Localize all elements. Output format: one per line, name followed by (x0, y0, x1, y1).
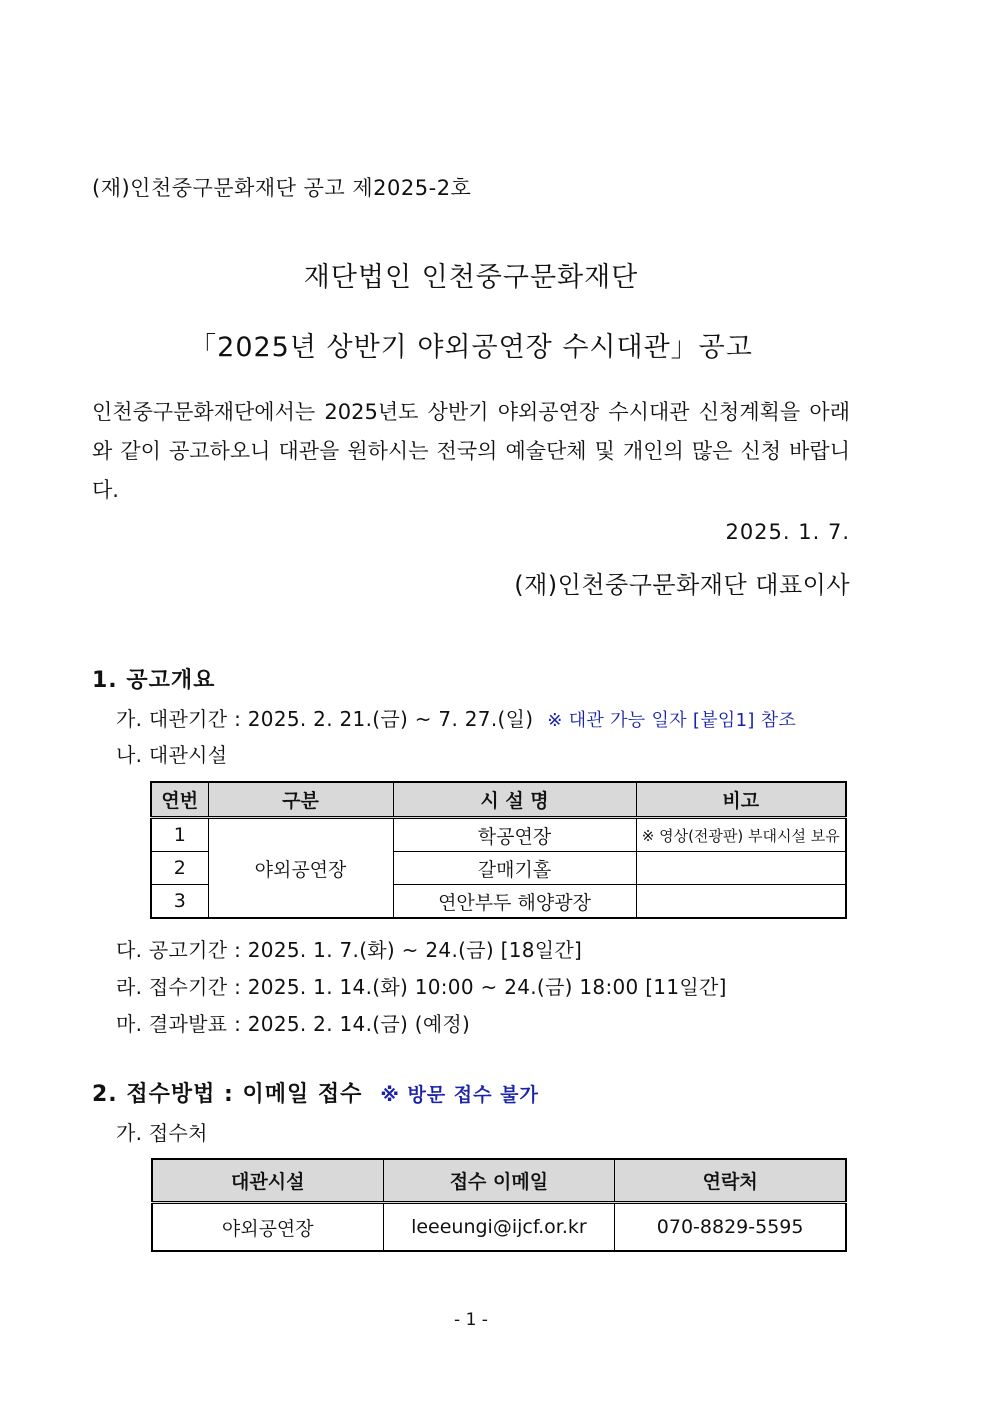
contact-table-header (152, 1159, 846, 1203)
section-1-heading: 1. 공고개요 (92, 668, 216, 693)
row-remark: ※ 영상(전광판) 부대시설 보유 (636, 818, 846, 852)
table-row (152, 1203, 846, 1252)
section-2-heading (92, 1077, 539, 1108)
header-email: 접수 이메일 (383, 1159, 615, 1203)
row-facility-name: 학공연장 (393, 818, 636, 852)
row-no: 1 (151, 818, 208, 852)
reception-label: 가. 접수처 (116, 1121, 208, 1145)
notice-period-line: 다. 공고기간 : 2025. 1. 7.(화) ~ 24.(금) [18일간] (116, 938, 583, 962)
rental-period-text: 가. 대관기간 : 2025. 2. 21.(금) ~ 7. 27.(일) (116, 707, 534, 731)
row-no: 2 (151, 852, 208, 885)
document-title-org: 재단법인 인천중구문화재단 (303, 262, 639, 293)
facility-table-header (151, 782, 846, 818)
contact-phone: 070-8829-5595 (615, 1203, 846, 1252)
section-2-heading-text: 2. 접수방법 : 이메일 접수 (92, 1082, 363, 1107)
header-category: 구분 (208, 782, 393, 818)
contact-facility: 야외공연장 (152, 1203, 383, 1252)
header-facility: 대관시설 (152, 1159, 383, 1203)
notice-number: (재)인천중구문화재단 공고 제2025-2호 (92, 176, 472, 200)
header-remark: 비고 (636, 782, 846, 818)
table-row (151, 818, 846, 852)
row-remark (636, 852, 846, 885)
document-title: 「2025년 상반기 야외공연장 수시대관」공고 (189, 332, 753, 363)
row-facility-name: 갈매기홀 (393, 852, 636, 885)
row-no: 3 (151, 885, 208, 919)
intro-paragraph: 인천중구문화재단에서는 2025년도 상반기 야외공연장 수시대관 신청계획을 아래와 같이 공고하오니 대관을 원하시는 전국의 예술단체 및 개인의 많은 신청 바랍니다. (92, 400, 850, 502)
result-announcement-line: 마. 결과발표 : 2025. 2. 14.(금) (예정) (116, 1012, 471, 1036)
rental-period-note: ※ 대관 가능 일자 [붙임1] 참조 (547, 710, 797, 731)
application-period-line: 라. 접수기간 : 2025. 1. 14.(화) 10:00 ~ 24.(금) 18:00 [11일간] (116, 975, 727, 999)
section-2-note: ※ 방문 접수 불가 (380, 1084, 539, 1106)
facility-label: 나. 대관시설 (116, 743, 228, 767)
contact-email: leeeungi@ijcf.or.kr (383, 1203, 615, 1252)
facility-table (150, 781, 847, 919)
rental-period-line (116, 703, 796, 732)
header-no: 연번 (151, 782, 208, 818)
page-number: - 1 - (454, 1310, 488, 1330)
notice-date: 2025. 1. 7. (725, 520, 850, 544)
header-phone: 연락처 (615, 1159, 846, 1203)
contact-table (151, 1158, 847, 1252)
row-facility-name: 연안부두 해양광장 (393, 885, 636, 919)
issuer-signature: (재)인천중구문화재단 대표이사 (514, 571, 850, 599)
header-facility-name: 시 설 명 (393, 782, 636, 818)
row-category: 야외공연장 (208, 818, 393, 919)
row-remark (636, 885, 846, 919)
